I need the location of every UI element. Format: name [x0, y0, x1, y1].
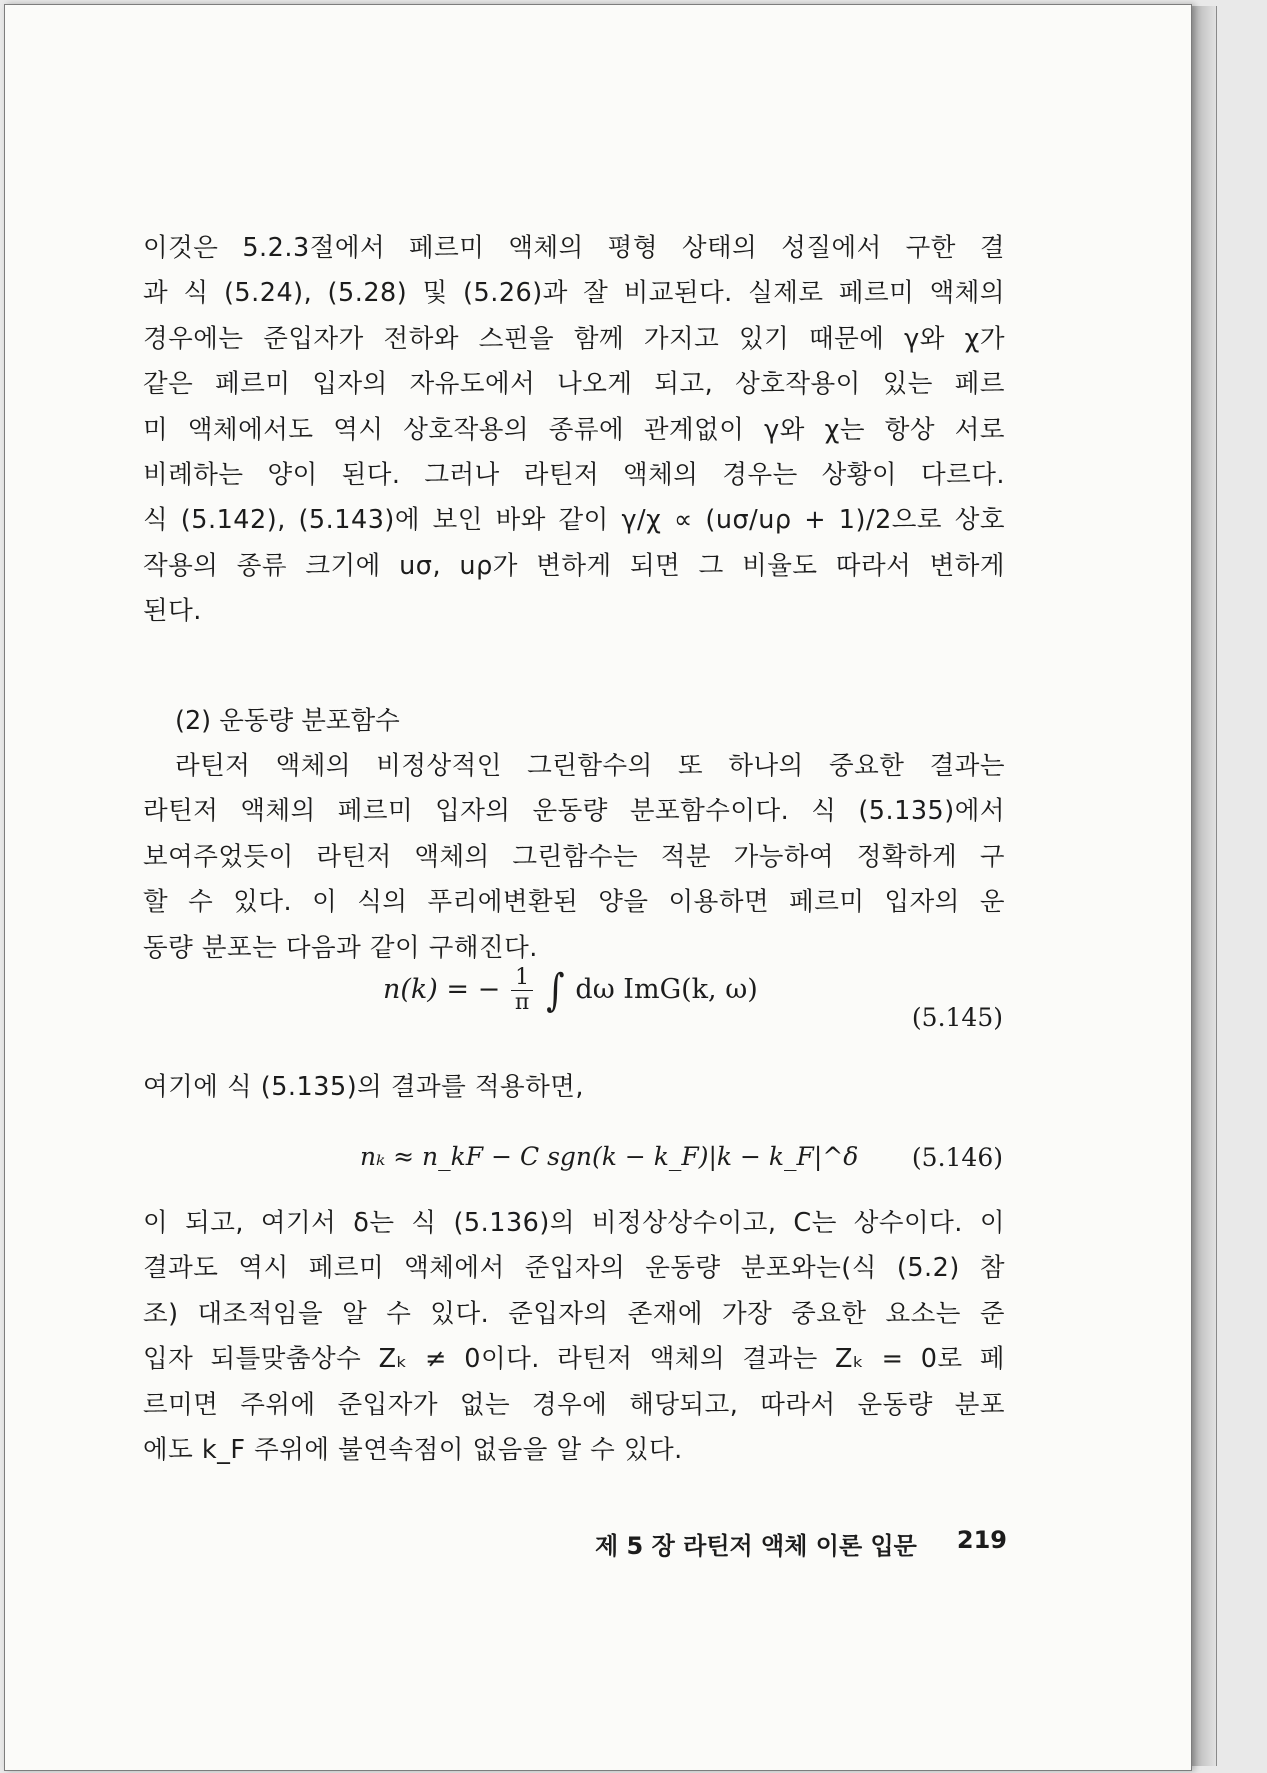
equation-5-145: [383, 965, 758, 1016]
text-line: 조) 대조적임을 알 수 있다. 준입자의 존재에 가장 중요한 요소는 준: [143, 1298, 1005, 1329]
text-line: 여기에 식 (5.135)의 결과를 적용하면,: [143, 1072, 585, 1102]
text-line: 르미면 주위에 준입자가 없는 경우에 해당되고, 따라서 운동량 분포: [143, 1389, 1005, 1420]
text-line: 미 액체에서도 역시 상호작용의 종류에 관계없이 γ와 χ는 항상 서로: [143, 414, 1005, 445]
fraction-numerator: 1: [511, 966, 533, 991]
text-line: 이 되고, 여기서 δ는 식 (5.136)의 비정상상수이고, C는 상수이다. 이: [143, 1208, 1005, 1238]
section-heading: (2) 운동량 분포함수: [175, 706, 400, 736]
text-line: 비례하는 양이 된다. 그러나 라틴저 액체의 경우는 상황이 다르다.: [143, 459, 1005, 490]
running-footer: [595, 1526, 1007, 1561]
equation-number: (5.146): [911, 1143, 1003, 1172]
fraction: [511, 966, 533, 1015]
equation-5-146: nₖ ≈ n_kF − C sgn(k − k_F)|k − k_F|^δ: [360, 1142, 859, 1171]
text-line: 된다.: [143, 596, 202, 627]
text-line: 보여주었듯이 라틴저 액체의 그린함수는 적분 가능하여 정확하게 구: [143, 841, 1005, 872]
integral-sign: ∫: [546, 965, 565, 1016]
paragraph-2: [143, 744, 1005, 971]
paragraph-3: [143, 1201, 1005, 1473]
text-line: 과 식 (5.24), (5.28) 및 (5.26)과 잘 비교된다. 실제로 페르미 액체의: [143, 278, 1005, 309]
text-line: 에도 k_F 주위에 불연속점이 없음을 알 수 있다.: [143, 1434, 683, 1465]
book-page: [4, 4, 1192, 1771]
page-number: 219: [956, 1526, 1007, 1554]
text-line: 이것은 5.2.3절에서 페르미 액체의 평형 상태의 성질에서 구한 결: [143, 233, 1005, 263]
text-line: 입자 되틀맞춤상수 Zₖ ≠ 0이다. 라틴저 액체의 결과는 Zₖ = 0로 페: [143, 1344, 1005, 1375]
fraction-denominator: π: [514, 990, 530, 1015]
text-line: 라틴저 액체의 페르미 입자의 운동량 분포함수이다. 식 (5.135)에서: [143, 796, 1005, 827]
text-line: 작용의 종류 크기에 uσ, uρ가 변하게 되면 그 비율도 따라서 변하게: [143, 550, 1005, 581]
text-line: 경우에는 준입자가 전하와 스핀을 함께 가지고 있기 때문에 γ와 χ가: [143, 323, 1005, 354]
text-line: 동량 분포는 다음과 같이 구해진다.: [143, 932, 538, 963]
between-text: [143, 1065, 1005, 1110]
paragraph-1: [143, 226, 1005, 635]
text-line: 같은 페르미 입자의 자유도에서 나오게 되고, 상호작용이 있는 페르: [143, 369, 1005, 400]
text-line: 결과도 역시 페르미 액체에서 준입자의 운동량 분포와는(식 (5.2) 참: [143, 1253, 1005, 1284]
equation-number: (5.145): [911, 1003, 1003, 1032]
text-line: 라틴저 액체의 비정상적인 그린함수의 또 하나의 중요한 결과는: [175, 751, 1005, 781]
equation-lhs: n(k) = −: [383, 974, 501, 1005]
text-line: 할 수 있다. 이 식의 푸리에변환된 양을 이용하면 페르미 입자의 운: [143, 887, 1005, 918]
text-line: 식 (5.142), (5.143)에 보인 바와 같이 γ/χ ∝ (uσ/uρ + 1)/2으로 상호: [143, 505, 1005, 536]
chapter-title: 제 5 장 라틴저 액체 이론 입문: [595, 1532, 917, 1560]
equation-rhs: dω ImG(k, ω): [575, 974, 758, 1005]
